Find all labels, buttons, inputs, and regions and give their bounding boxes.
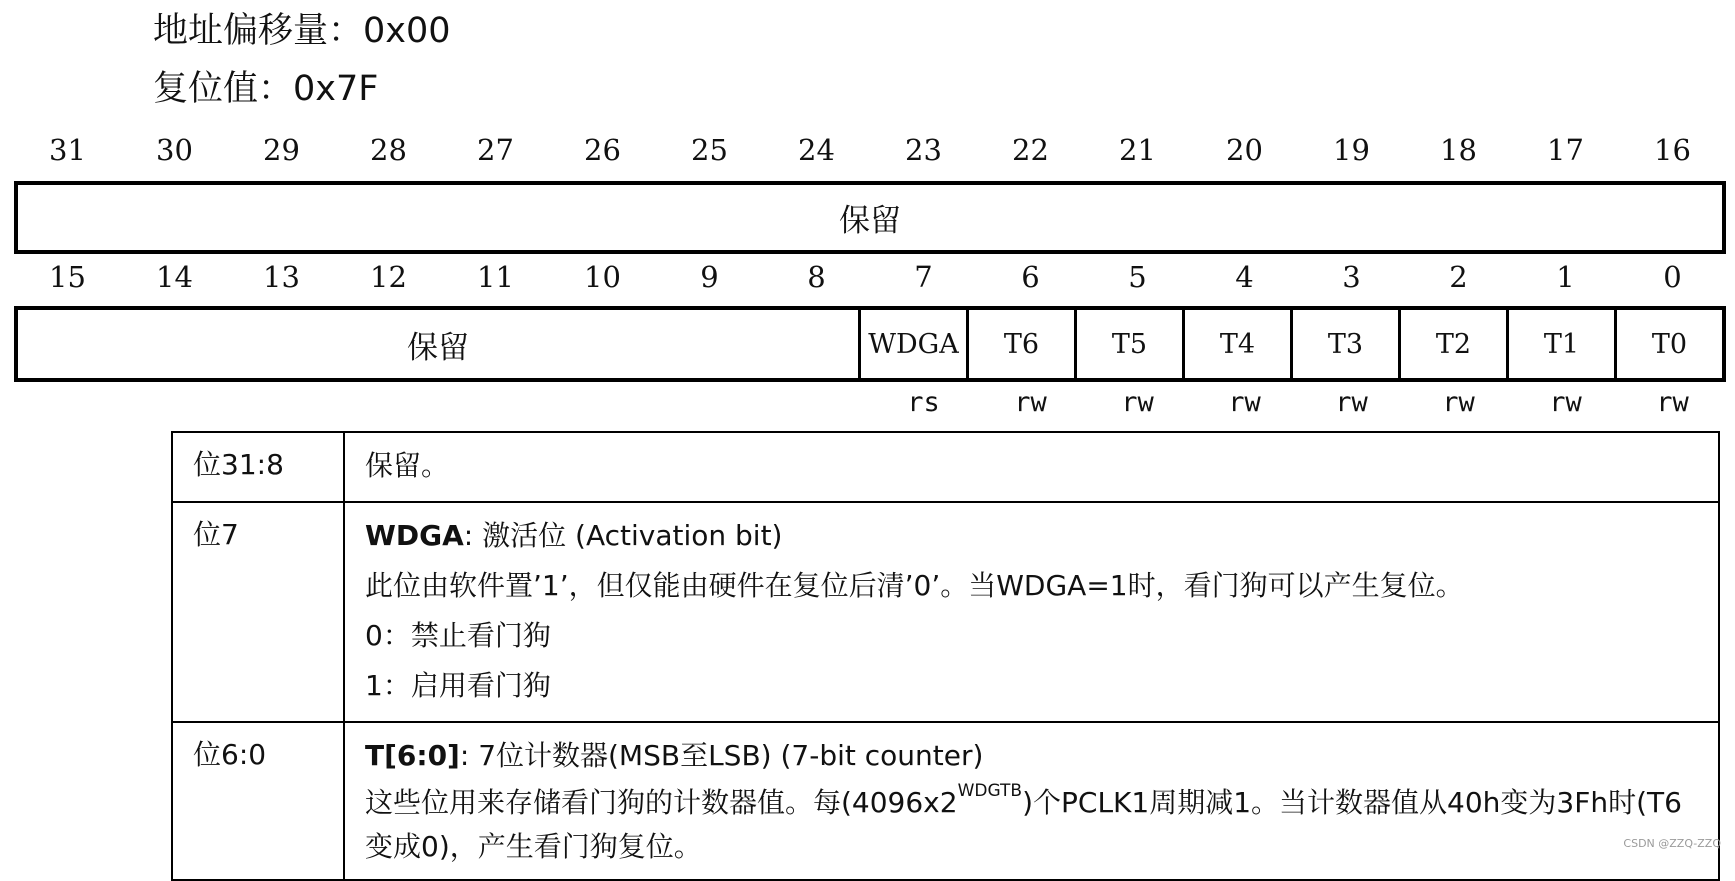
- bit-number: 4: [1235, 260, 1254, 294]
- high-bit-numbers: [14, 130, 1726, 170]
- access-types-row: [14, 385, 1726, 421]
- bit-number: 17: [1547, 133, 1584, 167]
- bit-range-cell: 位7: [172, 502, 344, 722]
- address-offset-value: 0x00: [363, 11, 451, 51]
- option-0: 0：禁止看门狗: [365, 619, 551, 652]
- bit-range-cell: 位6:0: [172, 722, 344, 880]
- bit-number: 1: [1556, 260, 1575, 294]
- register-low-row: [14, 306, 1726, 382]
- table-row: [172, 502, 1719, 722]
- bit-number: 20: [1226, 133, 1263, 167]
- bit-number: 5: [1128, 260, 1147, 294]
- bit-range-cell: 位31:8: [172, 432, 344, 502]
- reserved-high-field: 保留: [839, 203, 901, 239]
- bit-number: 8: [807, 260, 826, 294]
- option-1: 1：启用看门狗: [365, 669, 551, 702]
- bit-number: 23: [905, 133, 942, 167]
- reset-value-value: 0x7F: [293, 69, 379, 109]
- bit-number: 25: [691, 133, 728, 167]
- address-offset-line: [153, 11, 451, 51]
- bit-number: 22: [1012, 133, 1049, 167]
- bit-number: 29: [263, 133, 300, 167]
- bit-number: 3: [1342, 260, 1361, 294]
- table-row: [172, 722, 1719, 880]
- field-wdga: WDGA: [858, 310, 966, 378]
- bit-number: 10: [584, 260, 621, 294]
- reset-value-line: [153, 69, 378, 109]
- field-t2: T2: [1398, 310, 1506, 378]
- bit-number: 24: [798, 133, 835, 167]
- bit-number: 13: [263, 260, 300, 294]
- bit-description-table: [171, 431, 1720, 881]
- bit-number: 26: [584, 133, 621, 167]
- field-t5: T5: [1074, 310, 1182, 378]
- field-title: [365, 511, 1698, 561]
- access-t5: rw: [1121, 387, 1154, 418]
- field-body-part-a: 这些位用来存储看门狗的计数器值。每(4096x2: [365, 786, 958, 819]
- field-t0: T0: [1614, 310, 1722, 378]
- bit-number: 30: [156, 133, 193, 167]
- access-t4: rw: [1228, 387, 1261, 418]
- field-t4: T4: [1182, 310, 1290, 378]
- field-body: 此位由软件置’1’，但仅能由硬件在复位后清’0’。当WDGA=1时，看门狗可以产生复位。: [365, 569, 1464, 602]
- bit-number: 0: [1663, 260, 1682, 294]
- low-bit-numbers: [14, 257, 1726, 297]
- access-t2: rw: [1442, 387, 1475, 418]
- bit-number: 15: [49, 260, 86, 294]
- field-t3: T3: [1290, 310, 1398, 378]
- bit-number: 19: [1333, 133, 1370, 167]
- reserved-text: 保留。: [365, 449, 450, 482]
- field-body: [365, 781, 1698, 869]
- watermark: CSDN @ZZQ-ZZQ: [1623, 837, 1721, 850]
- access-wdga: rs: [907, 387, 940, 418]
- bit-number: 16: [1654, 133, 1691, 167]
- field-title-rest: : 7位计数器(MSB至LSB) (7-bit counter): [459, 739, 984, 772]
- bit-number: 27: [477, 133, 514, 167]
- bit-number: 18: [1440, 133, 1477, 167]
- field-t6: T6: [966, 310, 1074, 378]
- bit-number: 7: [914, 260, 933, 294]
- bit-number: 2: [1449, 260, 1468, 294]
- field-name: WDGA: [365, 519, 464, 552]
- field-t1: T1: [1506, 310, 1614, 378]
- field-name: T[6:0]: [365, 739, 460, 772]
- field-title: [365, 731, 1698, 781]
- access-t3: rw: [1335, 387, 1368, 418]
- table-row: [172, 432, 1719, 502]
- access-t0: rw: [1656, 387, 1689, 418]
- description-cell: [344, 722, 1719, 880]
- bit-number: 6: [1021, 260, 1040, 294]
- field-body-part-b: )个PCLK1周期减1。当计数器值从40h变为3Fh时(T6变成0)，产生看门狗复位。: [365, 786, 1682, 863]
- description-cell: [344, 432, 1719, 502]
- bit-number: 14: [156, 260, 193, 294]
- bit-number: 12: [370, 260, 407, 294]
- reset-value-label: 复位值：: [153, 69, 294, 109]
- register-high-row: [14, 181, 1726, 254]
- bit-number: 28: [370, 133, 407, 167]
- field-body-superscript: WDGTB: [957, 781, 1023, 801]
- access-t6: rw: [1014, 387, 1047, 418]
- access-t1: rw: [1549, 387, 1582, 418]
- field-title-rest: : 激活位 (Activation bit): [463, 519, 783, 552]
- bit-number: 11: [477, 260, 514, 294]
- bit-number: 9: [700, 260, 719, 294]
- reserved-low-field: 保留: [407, 329, 469, 366]
- bit-number: 21: [1119, 133, 1156, 167]
- description-cell: [344, 502, 1719, 722]
- address-offset-label: 地址偏移量：: [153, 11, 364, 51]
- bit-number: 31: [49, 133, 86, 167]
